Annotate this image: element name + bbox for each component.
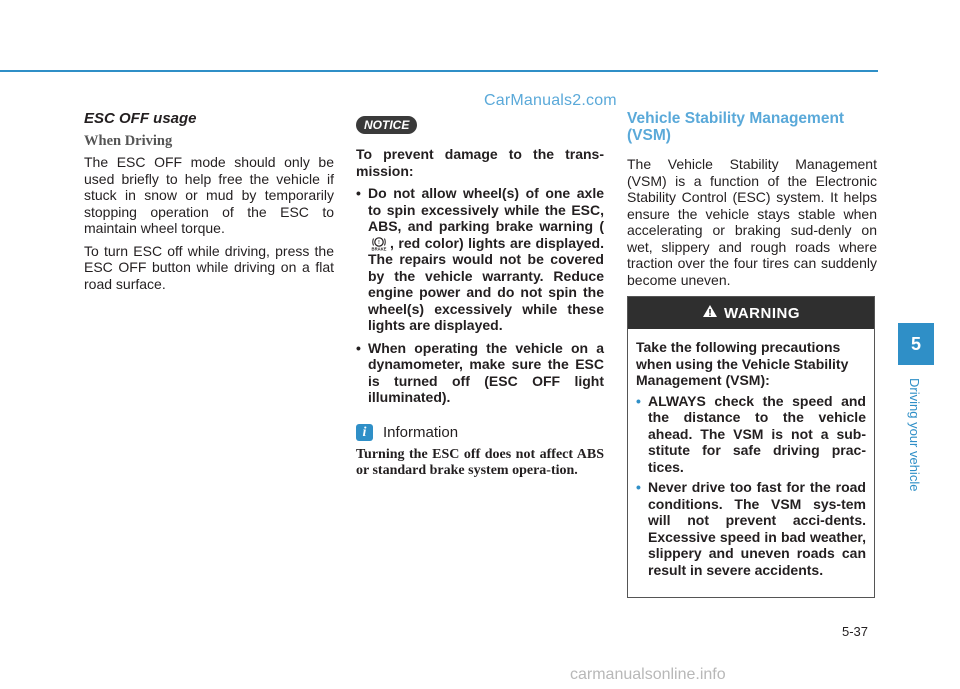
chapter-label: [908, 378, 924, 498]
chapter-label-text: Driving your vehicle: [907, 378, 922, 492]
list-item: [356, 185, 604, 334]
paragraph: The Vehicle Stability Management (VSM) is a function of the Electronic Stability Control (ESC) system. It helps ensure the vehicle stays stable when accelerating or braking sud-denly on wet, slippery and rough roads where traction over the four tires can suddenly become uneven.: [627, 156, 877, 288]
notice-badge: NOTICE: [356, 116, 417, 134]
watermark-bottom: carmanualsonline.info: [570, 666, 726, 683]
svg-text:!: !: [378, 239, 380, 246]
warning-box: [627, 296, 875, 598]
svg-text:BRAKE: BRAKE: [371, 246, 387, 251]
chapter-tab: 5: [898, 323, 934, 365]
brake-warning-icon: [368, 237, 390, 251]
column-esc-off: [84, 108, 334, 298]
list-text: Do not allow wheel(s) of one axle to spin excessively while the ESC, ABS, and parking brake warning (: [368, 185, 604, 234]
warning-intro: Take the following precautions when using the Vehicle Stability Management (VSM):: [636, 339, 849, 388]
bullet: •: [636, 392, 641, 409]
list-text: Never drive too fast for the road conditions. The VSM sys-tem will not prevent acci-dents. Excessive speed in bad weather, slippery and uneven roads can result in severe accidents.: [648, 479, 866, 578]
watermark-top: CarManuals2.com: [484, 92, 617, 109]
paragraph: The ESC OFF mode should only be used briefly to help free the vehicle if stuck in snow or mud by temporarily stopping operation of the ESC to maintain wheel torque.: [84, 154, 334, 236]
notice-intro: To prevent damage to the trans-mission:: [356, 146, 604, 179]
information-text: Turning the ESC off does not affect ABS or standard brake system opera-tion.: [356, 446, 604, 478]
section-title: Vehicle Stability Management (VSM): [627, 110, 845, 144]
column-vsm: [627, 108, 877, 294]
section-subtitle: When Driving: [84, 133, 173, 149]
warning-triangle-icon: [702, 304, 718, 322]
warning-list: [636, 393, 866, 579]
warning-header: [628, 297, 874, 329]
warning-body: [628, 329, 874, 578]
bullet: •: [356, 185, 361, 201]
page-number: 5-37: [842, 624, 869, 639]
list-text: , red color) lights are displayed. The repairs would not be covered by the vehicle warranty. Reduce engine power and do not spin the wheel(s) excessively while these lights are displayed.: [368, 234, 604, 333]
list-text: When operating the vehicle on a dynamometer, make sure the ESC is turned off (ESC OFF light illuminated).: [368, 339, 604, 405]
column-notice: [356, 108, 604, 479]
list-item: [636, 479, 866, 578]
bullet: •: [356, 339, 361, 356]
information-header: [356, 424, 604, 441]
section-title: ESC OFF usage: [84, 110, 197, 127]
bullet: •: [636, 479, 641, 495]
info-icon: i: [356, 424, 373, 441]
list-item: [356, 340, 604, 406]
warning-label: WARNING: [724, 304, 800, 322]
header-rule: [0, 70, 878, 72]
paragraph: To turn ESC off while driving, press the ESC OFF button while driving on a flat road surface.: [84, 242, 334, 292]
information-title: Information: [383, 423, 459, 441]
list-item: [636, 393, 866, 476]
list-text: ALWAYS check the speed and the distance to the vehicle ahead. The VSM is not a sub-stitute for safe driving prac-tices.: [648, 392, 866, 475]
notice-list: [356, 185, 604, 406]
